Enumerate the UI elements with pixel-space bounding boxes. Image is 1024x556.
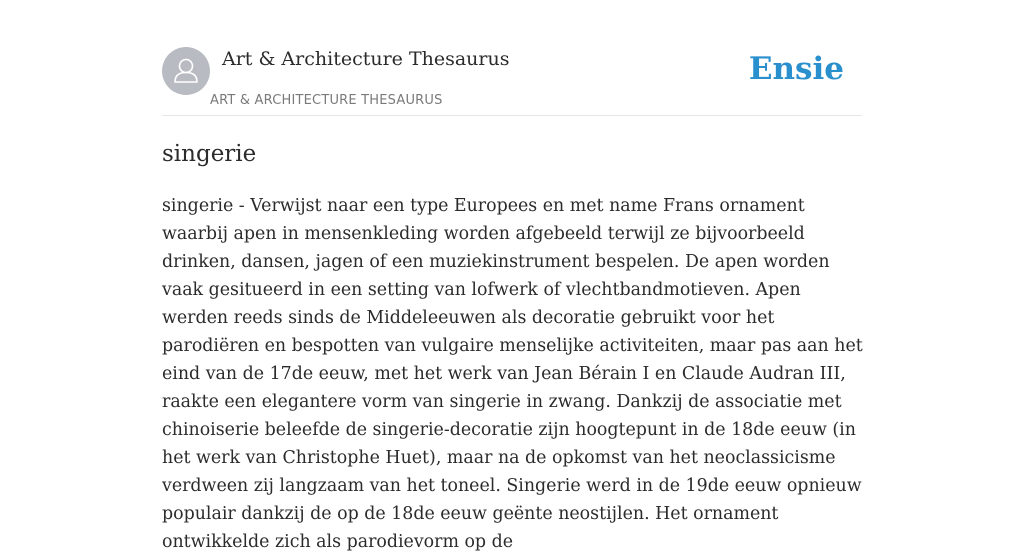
term-title: singerie: [162, 141, 257, 167]
source-subtitle[interactable]: ART & ARCHITECTURE THESAURUS: [210, 93, 443, 108]
source-avatar[interactable]: [162, 47, 210, 95]
source-header: [162, 47, 862, 116]
user-silhouette-icon: [162, 47, 210, 95]
definition-text: singerie - Verwijst naar een type Europees en met name Frans ornament waarbij apen in mensenkleding worden afgebeeld terwijl ze bijvoorbeeld drinken, dansen, jagen of een muziekinstrument bespelen. De apen worden vaak gesitueerd in een setting van lofwerk of vlechtbandmotieven. Apen werden reeds sinds de Middeleeuwen als decoratie gebruikt voor het parodiëren en bespotten van vulgaire menselijke activiteiten, maar pas aan het eind van de 17de eeuw, met het werk van Jean Bérain I en Claude Audran III, raakte een elegantere vorm van singerie in zwang. Dankzij de associatie met chinoiserie beleefde de singerie-decoratie zijn hoogtepunt in de 18de eeuw (in het werk van Christophe Huet), maar na de opkomst van het neoclassicisme verdween zij langzaam van het toneel. Singerie werd in de 19de eeuw opnieuw populair dankzij de op de 18de eeuw geënte neostijlen. Het ornament ontwikkelde zich als parodievorm op de: [162, 196, 863, 552]
source-title[interactable]: Art & Architecture Thesaurus: [222, 48, 510, 70]
ensie-logo[interactable]: Ensie: [748, 51, 844, 87]
